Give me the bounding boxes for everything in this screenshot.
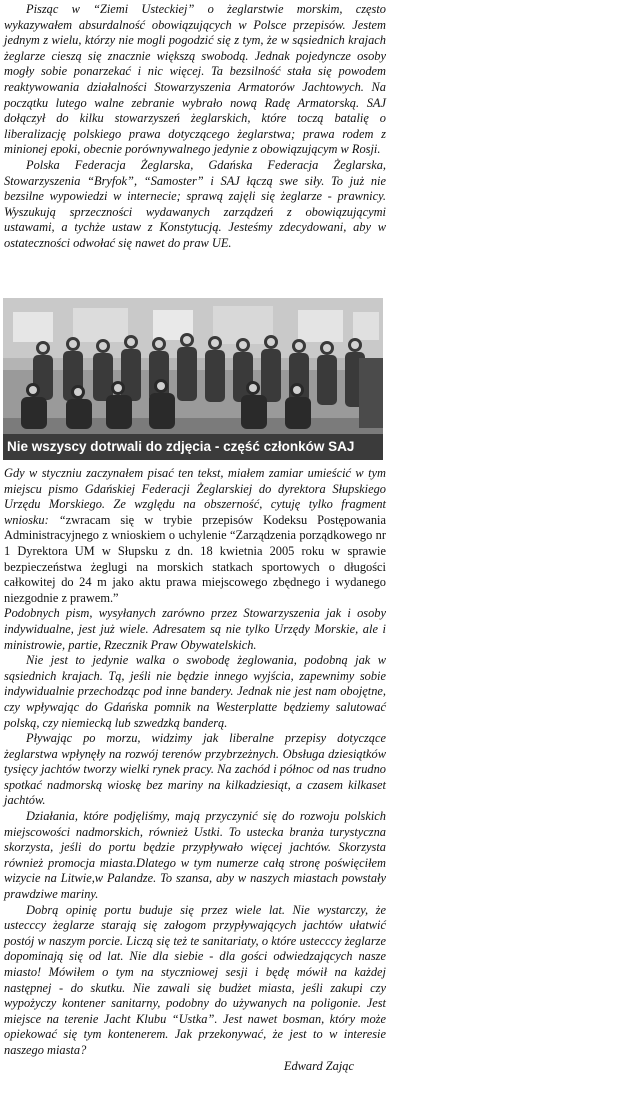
author-signature: Edward Zając bbox=[283, 1058, 354, 1073]
article-paragraph: Podobnych pism, wysyłanych zarówno przez Stowarzyszenia jak i osoby indywidualne, jest już wiele. Adresatem są nie tylko Urzędy Morskie, ale i ministrowie, partie, Rzecznik Praw Obywatelskich. bbox=[4, 606, 386, 652]
article-bottom-block bbox=[4, 466, 386, 1074]
article-top-block bbox=[4, 2, 386, 252]
article-paragraph: Polska Federacja Żeglarska, Gdańska Federacja Żeglarska, Stowarzyszenia “Bryfok”, “Samoster” i SAJ łączą swe siły. To już nie bezsilne wypowiedzi w internecie; sprawą zajęli się żeglarze - prawnicy. Wyszukują sprzeczności wydawanych zarządzeń z obowiązującymi ustawami, a tychże ustaw z Konstytucją. Jesteśmy zdecydowani, aby w ostateczności odwołać się nawet do praw UE. bbox=[4, 157, 386, 250]
article-paragraph: Pływając po morzu, widzimy jak liberalne przepisy dotyczące żeglarstwa wpłynęły na rozwój terenów przybrzeżnych. Obsługa dziesiątków tysięcy jachtów tworzy wielki rynek pracy. Na zachód i północ od nas trudno spotkać nadmorską wioskę bez mariny na kilkadziesiąt, a czasem kilkaset jachtów. bbox=[4, 731, 386, 808]
letter-quote: zwracam się w trybie przepisów Kodeksu Postępowania Administracyjnego z wnioskiem o uchylenie “Zarządzenia porządkowego nr 1 Dyrektora UM w Słupsku z dn. 18 kwietnia 2005 roku w sprawie bezpieczeństwa żeglugi na morskich statkach sportowych o długości całkowitej do 24 m jako aktu prawa miejscowego zbędnego i wydanego niezgodnie z prawem.” bbox=[4, 512, 386, 605]
article-paragraph: Działania, które podjęliśmy, mają przyczynić się do rozwoju polskich miejscowości nadmorskich, również Ustki. To ustecka branża turystyczna skorzysta, jeśli do portu będzie przypływało więcej jachtów. Skorzysta również promocja miasta.Dlatego w tym numerze całą stronę poświęciłem wizycie na Litwie,w Palandze. To szansa, aby w naszych miastach powstały prawdziwe mariny. bbox=[4, 809, 386, 902]
letter-intro: Gdy w styczniu zaczynałem pisać ten tekst, miałem zamiar umieścić w tym miejscu pismo Gdańskiej Federacji Żeglarskiej do dyrektora Słupskiego Urzędu Morskiego. Ze względu na obszerność, cytuję tylko fragment wniosku: “ bbox=[4, 466, 386, 527]
article-paragraph: Nie jest to jedynie walka o swobodę żeglowania, podobną jak w sąsiednich krajach. Tą, jeśli nie będzie innego wyjścia, zapewnimy sobie indywidualnie przechodząc pod inne bandery. Jednak nie jest nam obojętne, czy wpływając do Gdańska pomnik na Westerplatte będziemy salutować polską, czy niemiecką lub szwedzką banderą. bbox=[4, 653, 386, 730]
group-photo bbox=[3, 298, 383, 460]
letter-paragraph bbox=[4, 466, 386, 606]
article-paragraph: Dobrą opinię portu buduje się przez wiele lat. Nie wystarczy, że ustecccy żeglarze starają się załogom przypływających jachtów ułatwić postój w naszym porcie. Liczą się też te sanitariaty, o które ustecccy żeglarze dopominają się od lat. Nie dla siebie - dla gości odwiedzających nasze miasto! Mówiłem o tym na styczniowej sesji i będę mówił na każdej następnej - do skutku. Nie zawali się budżet miasta, jeśli zakupi czy wypożyczy kontener sanitarny, podobny do używanych na poligonie. Jest miejsce na terenie Jacht Klubu “Ustka”. Jest nawet bosman, który może opiekować się tym kontenerem. Jak przekonywać, że jest to w interesie naszego miasta? bbox=[4, 902, 386, 1057]
photo-caption: Nie wszyscy dotrwali do zdjęcia - część członków SAJ bbox=[3, 434, 383, 460]
article-paragraph: Pisząc w “Ziemi Usteckiej” o żeglarstwie morskim, często wykazywałem absurdalność obowiązujących w Polsce przepisów. Jestem jednym z wielu, którzy nie mogli pogodzić się z tym, że w sąsiednich krajach żeglarze cieszą się znacznie większą swobodą. Jednak pojedyncze osoby mogły sobie ponarzekać i nic więcej. Ta bezsilność stała się powodem reaktywowania działalności Stowarzyszenia Armatorów Jachtowych. Na początku lutego walne zebranie wybrało nową Radę Armatorską. SAJ dołączył do kilku stowarzyszeń żeglarskich, które toczą batalię o liberalizację polskiego prawa dotyczącego żeglarstwa; prawa rodem z minionej epoki, obecnie porównywalnego jedynie z obowiązującym w Rosji. bbox=[4, 2, 386, 157]
